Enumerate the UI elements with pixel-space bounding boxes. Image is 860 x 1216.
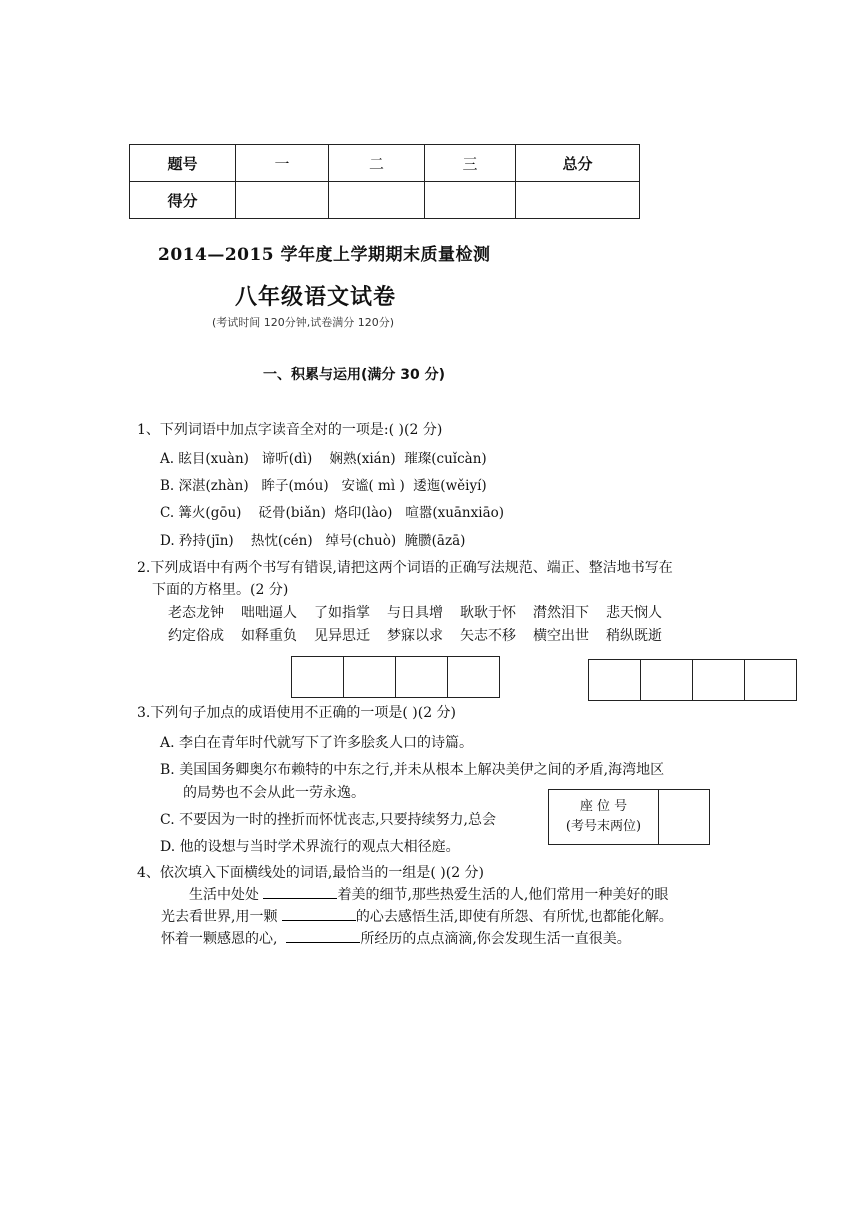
idiom: 潸然泪下 [533,605,589,621]
q4-text: 着美的细节,那些热爱生活的人,他们常用一种美好的眼 [337,887,669,903]
q3-option-b-line1: B. 美国国务卿奥尔布赖特的中东之行,并未从根本上解决美伊之间的矛盾,海湾地区 [160,762,665,778]
score-cell[interactable] [236,182,329,219]
q4-stem: 4、依次填入下面横线处的词语,最恰当的一组是( )(2 分) [137,865,485,881]
seat-label-line2: (考号末两位) [565,819,642,834]
idiom: 见异思迁 [314,628,370,644]
idiom: 咄咄逼人 [241,605,297,621]
score-table [129,144,640,219]
q4-paragraph-line1 [189,886,668,904]
score-header-cell: 二 [329,145,425,182]
q2-idiom-row-1 [168,604,679,622]
idiom: 如释重负 [241,628,297,644]
exam-title: 八年级语文试卷 [235,284,397,310]
idiom: 横空出世 [533,628,589,644]
idiom: 稍纵既逝 [606,628,662,644]
score-header-cell: 一 [236,145,329,182]
score-header-cell: 总分 [516,145,640,182]
fill-blank-3[interactable] [286,930,360,943]
q3-option-b-line2: 的局势也不会从此一劳永逸。 [183,785,365,801]
q1-stem: 1、下列词语中加点字读音全对的一项是:( )(2 分) [137,422,443,438]
answer-cell[interactable] [292,657,344,697]
idiom: 梦寐以求 [387,628,443,644]
q2-stem-line2: 下面的方格里。(2 分) [152,582,289,598]
answer-cell[interactable] [396,657,448,697]
answer-cell[interactable] [745,660,796,700]
answer-cell[interactable] [344,657,396,697]
q4-paragraph-line3 [161,930,631,948]
answer-grid-right [588,659,797,701]
answer-cell[interactable] [693,660,745,700]
idiom: 约定俗成 [168,628,224,644]
q1-option-c: C. 篝火(gōu) 砭骨(biǎn) 烙印(lào) 喧嚣(xuānxiāo) [160,505,505,521]
fill-blank-2[interactable] [282,908,356,921]
q4-text: 所经历的点点滴滴,你会发现生活一直很美。 [360,931,631,947]
section-heading: 一、积累与运用(满分 30 分) [263,367,446,383]
seat-number-box [548,789,710,845]
q4-paragraph-line2 [161,908,673,926]
score-table-header-row [130,145,640,182]
q4-text: 的心去感悟生活,即使有所怨、有所忧,也都能化解。 [355,909,673,925]
score-header-cell: 三 [425,145,516,182]
idiom: 与日具增 [387,605,443,621]
seat-label-line1: 座 位 号 [579,799,628,814]
answer-cell[interactable] [589,660,641,700]
answer-cell[interactable] [641,660,693,700]
q2-stem-line1: 2.下列成语中有两个书写有错误,请把这两个词语的正确写法规范、端正、整洁地书写在 [137,560,673,576]
q4-text: 怀着一颗感恩的心, [161,931,278,947]
idiom: 了如指掌 [314,605,370,621]
seat-number-field[interactable] [659,790,709,844]
idiom: 矢志不移 [460,628,516,644]
fill-blank-1[interactable] [263,886,337,899]
q3-option-a: A. 李白在青年时代就写下了许多脍炙人口的诗篇。 [160,735,474,751]
q1-option-a: A. 眩目(xuàn) 谛听(dì) 娴熟(xián) 璀璨(cuǐcàn) [160,451,487,467]
score-cell[interactable] [329,182,425,219]
score-header-cell: 题号 [130,145,236,182]
q3-stem: 3.下列句子加点的成语使用不正确的一项是( )(2 分) [137,705,457,721]
exam-subtitle: (考试时间 120分钟,试卷满分 120分) [212,316,395,329]
idiom: 老态龙钟 [168,605,224,621]
score-row-label: 得分 [130,182,236,219]
answer-cell[interactable] [448,657,499,697]
idiom: 耿耿于怀 [460,605,516,621]
q1-option-b: B. 深湛(zhàn) 眸子(móu) 安谧( mì ) 逶迤(wěiyí) [160,478,487,494]
score-table-score-row [130,182,640,219]
q3-option-c: C. 不要因为一时的挫折而怀忧丧志,只要持续努力,总会 [160,812,497,828]
q2-idiom-row-2 [168,627,679,645]
q3-option-d: D. 他的设想与当时学术界流行的观点大相径庭。 [160,839,460,855]
idiom: 悲天悯人 [606,605,662,621]
exam-title-year: 2014—2015 学年度上学期期末质量检测 [158,245,491,265]
q4-text: 生活中处处 [189,887,259,903]
seat-number-label [549,790,659,844]
score-cell[interactable] [425,182,516,219]
score-cell[interactable] [516,182,640,219]
answer-grid-left [291,656,500,698]
q4-text: 光去看世界,用一颗 [161,909,278,925]
q1-option-d: D. 矜持(jīn) 热忱(cén) 绰号(chuò) 腌臜(āzā) [160,533,466,549]
